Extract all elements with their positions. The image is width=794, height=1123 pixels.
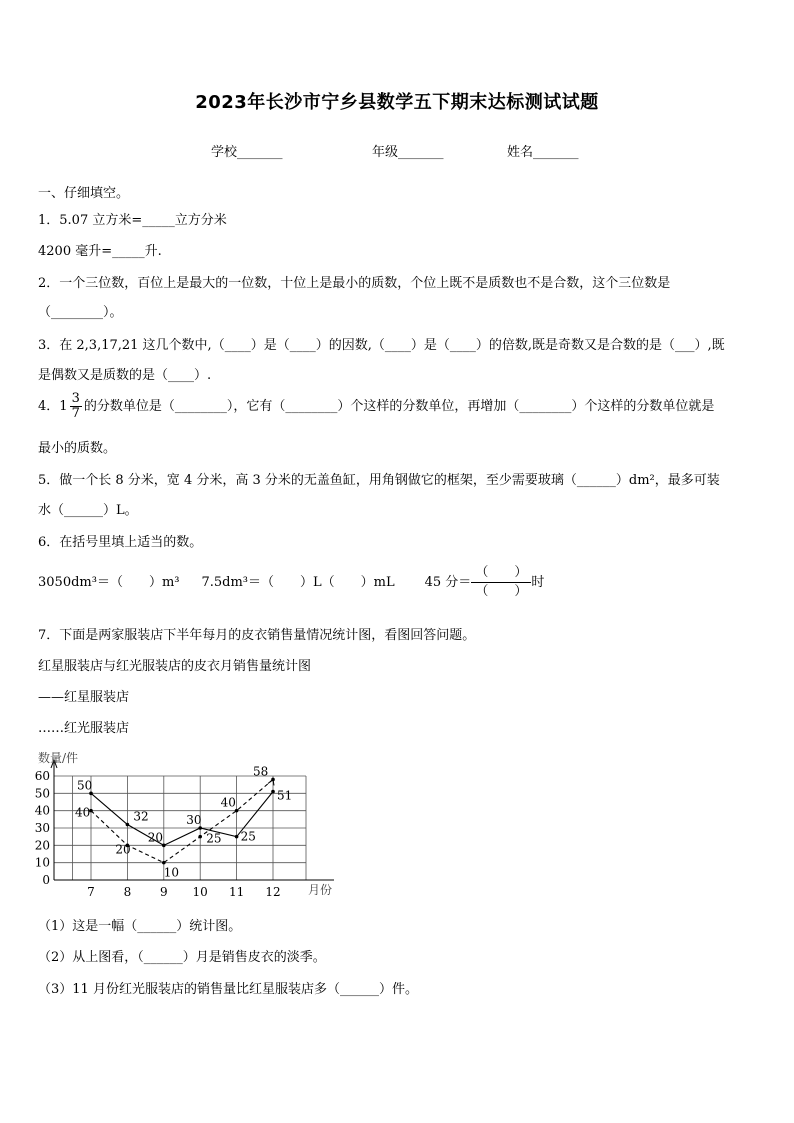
grade-field[interactable]: 年级_______ [372,145,444,160]
data-point [198,835,202,839]
legend-dashed: ……红光服装店 [38,721,130,736]
question-5-line-1: 5．做一个长 8 分米，宽 4 分米，高 3 分米的无盖鱼缸，用角钢做它的框架，至少需要玻璃（______）dm²，最多可装 [38,473,720,488]
question-6-items [38,564,764,601]
page-title: 2023年长沙市宁乡县数学五下期末达标测试试题 [195,92,599,113]
data-label: 20 [115,842,131,857]
data-label: 50 [77,778,93,793]
x-tick-label: 10 [192,885,208,899]
sub-question-2: （2）从上图看，（______）月是销售皮衣的淡季。 [38,950,326,965]
data-point [235,835,239,839]
q6-fraction [471,564,531,601]
x-tick-label: 12 [265,885,281,899]
question-2-line-1: 2．一个三位数，百位上是最大的一位数，十位上是最小的质数，个位上既不是质数也不是合数，这个三位数是 [38,276,671,291]
line-chart [0,740,794,910]
data-label: 40 [75,805,91,820]
x-axis-label: 月份 [308,883,333,897]
school-field[interactable]: 学校_______ [211,145,283,160]
q6-item-1: 3050dm³＝（ ）m³ [38,575,180,590]
x-tick-label: 11 [228,885,245,899]
data-label: 10 [163,865,180,880]
section-heading: 一、仔细填空。 [38,186,130,201]
chart-title: 红星服装店与红光服装店的皮衣月销售量统计图 [38,659,312,674]
question-4-line-2: 最小的质数。 [38,441,117,456]
question-4-prefix: 4． [38,399,60,414]
data-label: 32 [133,809,149,824]
mixed-number-fraction [70,392,82,421]
data-label: 25 [240,829,256,844]
data-label: 20 [147,830,164,845]
question-1-line-1: 1．5.07 立方米=_____立方分米 [38,213,227,228]
data-point [162,861,166,865]
chart-labels [35,750,332,899]
y-tick-label: 30 [34,821,50,835]
fraction-denominator: 7 [71,406,80,421]
question-3-line-1: 3．在 2,3,17,21 这几个数中,（____）是（____）的因数,（____）是（____）的倍数,既是奇数又是合数的是（___）,既 [38,338,725,353]
question-6-prompt: 6．在括号里填上适当的数。 [38,535,203,550]
question-4-text: 的分数单位是（________），它有（________）个这样的分数单位，再增加（________）个这样的分数单位就是 [83,399,715,414]
legend-solid: ——红星服装店 [38,690,130,705]
q6-item-3: 45 分＝ [424,575,472,590]
question-2-line-2: （________）。 [38,305,123,320]
y-tick-label: 10 [34,855,50,870]
q6-fraction-denominator: （ ） [475,584,528,599]
question-3-line-2: 是偶数又是质数的是（____）. [38,368,212,383]
name-field[interactable]: 姓名_______ [507,145,579,160]
y-axis-label: 数量/件 [38,751,79,765]
data-label: 30 [186,813,202,827]
data-point [271,790,275,794]
q6-fraction-numerator: （ ） [471,564,531,583]
data-label: 25 [206,831,222,846]
mixed-number-whole: 1 [59,399,68,414]
x-tick-label: 9 [159,885,168,899]
y-tick-label: 40 [34,803,50,818]
y-tick-label: 20 [34,838,50,853]
question-4-line-1 [38,392,764,421]
data-point [126,823,130,827]
fraction-numerator: 3 [71,391,80,406]
y-tick-label: 0 [42,873,50,887]
y-tick-label: 50 [34,786,50,801]
question-1-line-2: 4200 毫升=_____升. [38,244,162,259]
data-label: 51 [277,788,293,803]
data-label: 58 [253,764,269,779]
y-tick-label: 60 [34,769,50,783]
x-tick-label: 7 [87,885,95,899]
question-7-prompt: 7．下面是两家服装店下半年每月的皮衣销售量情况统计图，看图回答问题。 [38,628,476,643]
sub-question-1: （1）这是一幅（______）统计图。 [38,919,242,934]
data-label: 40 [220,795,236,810]
x-tick-label: 8 [123,885,132,899]
q6-item-2: 7.5dm³＝（ ）L（ ）mL [201,575,395,590]
question-5-line-2: 水（______）L。 [38,503,138,518]
q6-item-4: 时 [531,575,545,590]
sub-question-3: （3）11 月份红光服装店的销售量比红星服装店多（______）件。 [38,982,418,997]
